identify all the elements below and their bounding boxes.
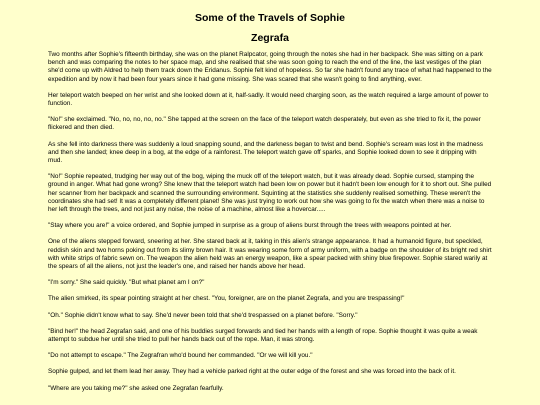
paragraph: Two months after Sophie's fifteenth birthday, she was on the planet Ralpcator, going through the notes she had in her backpack. She was sitting on a park bench and was comparing the notes to her space map, and she realised that she was soon going to reach the end of the line, the last vestiges of the plan she'd come up with Aldred to help them track down the Eridanus. Sophie felt kind of hopeless. So far she hadn't found any trace of what had happened to the expedition and by now it had been four years since it had gone missing. She was scared that she wasn't going to find anything, ever. xyxy=(48,51,492,83)
paragraph: "Do not attempt to escape." The Zegrafran who'd bound her commanded. "Or we will kill you." xyxy=(48,352,313,360)
paragraph: "Where are you taking me?" she asked one Zegrafan fearfully. xyxy=(48,384,224,392)
paragraph: "No!" Sophie repeated, trudging her way out of the bog, wiping the muck off of the teleport watch, but it was already dead. Sophie cursed, stamping the ground in anger. What had gone wrong? She knew that the teleport watch had been low on power but it hadn't been low enough for it to short out. She pulled her scanner from her backpack and scanned the surrounding environment. Squinting at the statistics she suddenly realised something. These weren't the coordinates she had set! It was a completely different planet! She was just trying to work out how she was going to fix the watch when there was a noise to her left through the trees, and not just any noise, the noise of a machine, almost like a hovercar..... xyxy=(48,173,492,214)
paragraph: "Bind her!" the head Zegrafan said, and one of his buddies surged forwards and tied her hands with a length of rope. Sophie thought it was quite a weak attempt to subdue her until she tried to pull her hands back out of the rope. Man, it was strong. xyxy=(48,327,478,344)
paragraph: Sophie gulped, and let them lead her away. They had a vehicle parked right at the outer edge of the forest and she was forced into the back of it. xyxy=(48,368,456,376)
chapter-title: Zegrafa xyxy=(251,32,289,44)
story-title: Some of the Travels of Sophie xyxy=(195,12,345,24)
paragraph: "No!" she exclaimed. "No, no, no, no, no." She tapped at the screen on the face of the teleport watch desperately, but even as she tried to fix it, the power flickered and then died. xyxy=(48,116,481,132)
paragraph: Her teleport watch beeped on her wrist and she looked down at it, half-sadly. It would need charging soon, as the watch required a large amount of power to function. xyxy=(48,91,489,108)
paragraph: "Oh." Sophie didn't know what to say. She'd never been told that she'd trespassed on a planet before. "Sorry." xyxy=(48,311,358,319)
story-body xyxy=(48,51,492,393)
paragraph: One of the aliens stepped forward, sneering at her. She stared back at it, taking in this alien's strange appearance. It had a humanoid figure, but speckled, reddish skin and two horns poking out from its slimy brown hair. It was wearing some form of army uniform, with a badge on the shoulder of its bright red shirt with white strips of fabric sewn on. The weapon the alien held was an energy weapon, like a spear packed with shiny blue firepower. Sophie stared warily at the spears of all the aliens, not just the leader's one, and raised her hands above her head. xyxy=(48,238,492,271)
paragraph: As she fell into darkness there was suddenly a loud snapping sound, and the darkness began to twist and bend. Sophie's scream was lost in the madness and then she landed; knee deep in a bog, at the edge of a rainforest. The teleport watch gave off sparks, and Sophie looked down to see it dripping with mud. xyxy=(48,140,483,165)
paragraph: "Stay where you are!" a voice ordered, and Sophie jumped in surprise as a group of aliens burst through the trees with weapons pointed at her. xyxy=(48,222,452,230)
paragraph: "I'm sorry." She said quickly. "But what planet am I on?" xyxy=(48,279,205,287)
paragraph: The alien smirked, its spear pointing straight at her chest. "You, foreigner, are on the planet Zegrafa, and you are trespassing!" xyxy=(48,295,405,303)
